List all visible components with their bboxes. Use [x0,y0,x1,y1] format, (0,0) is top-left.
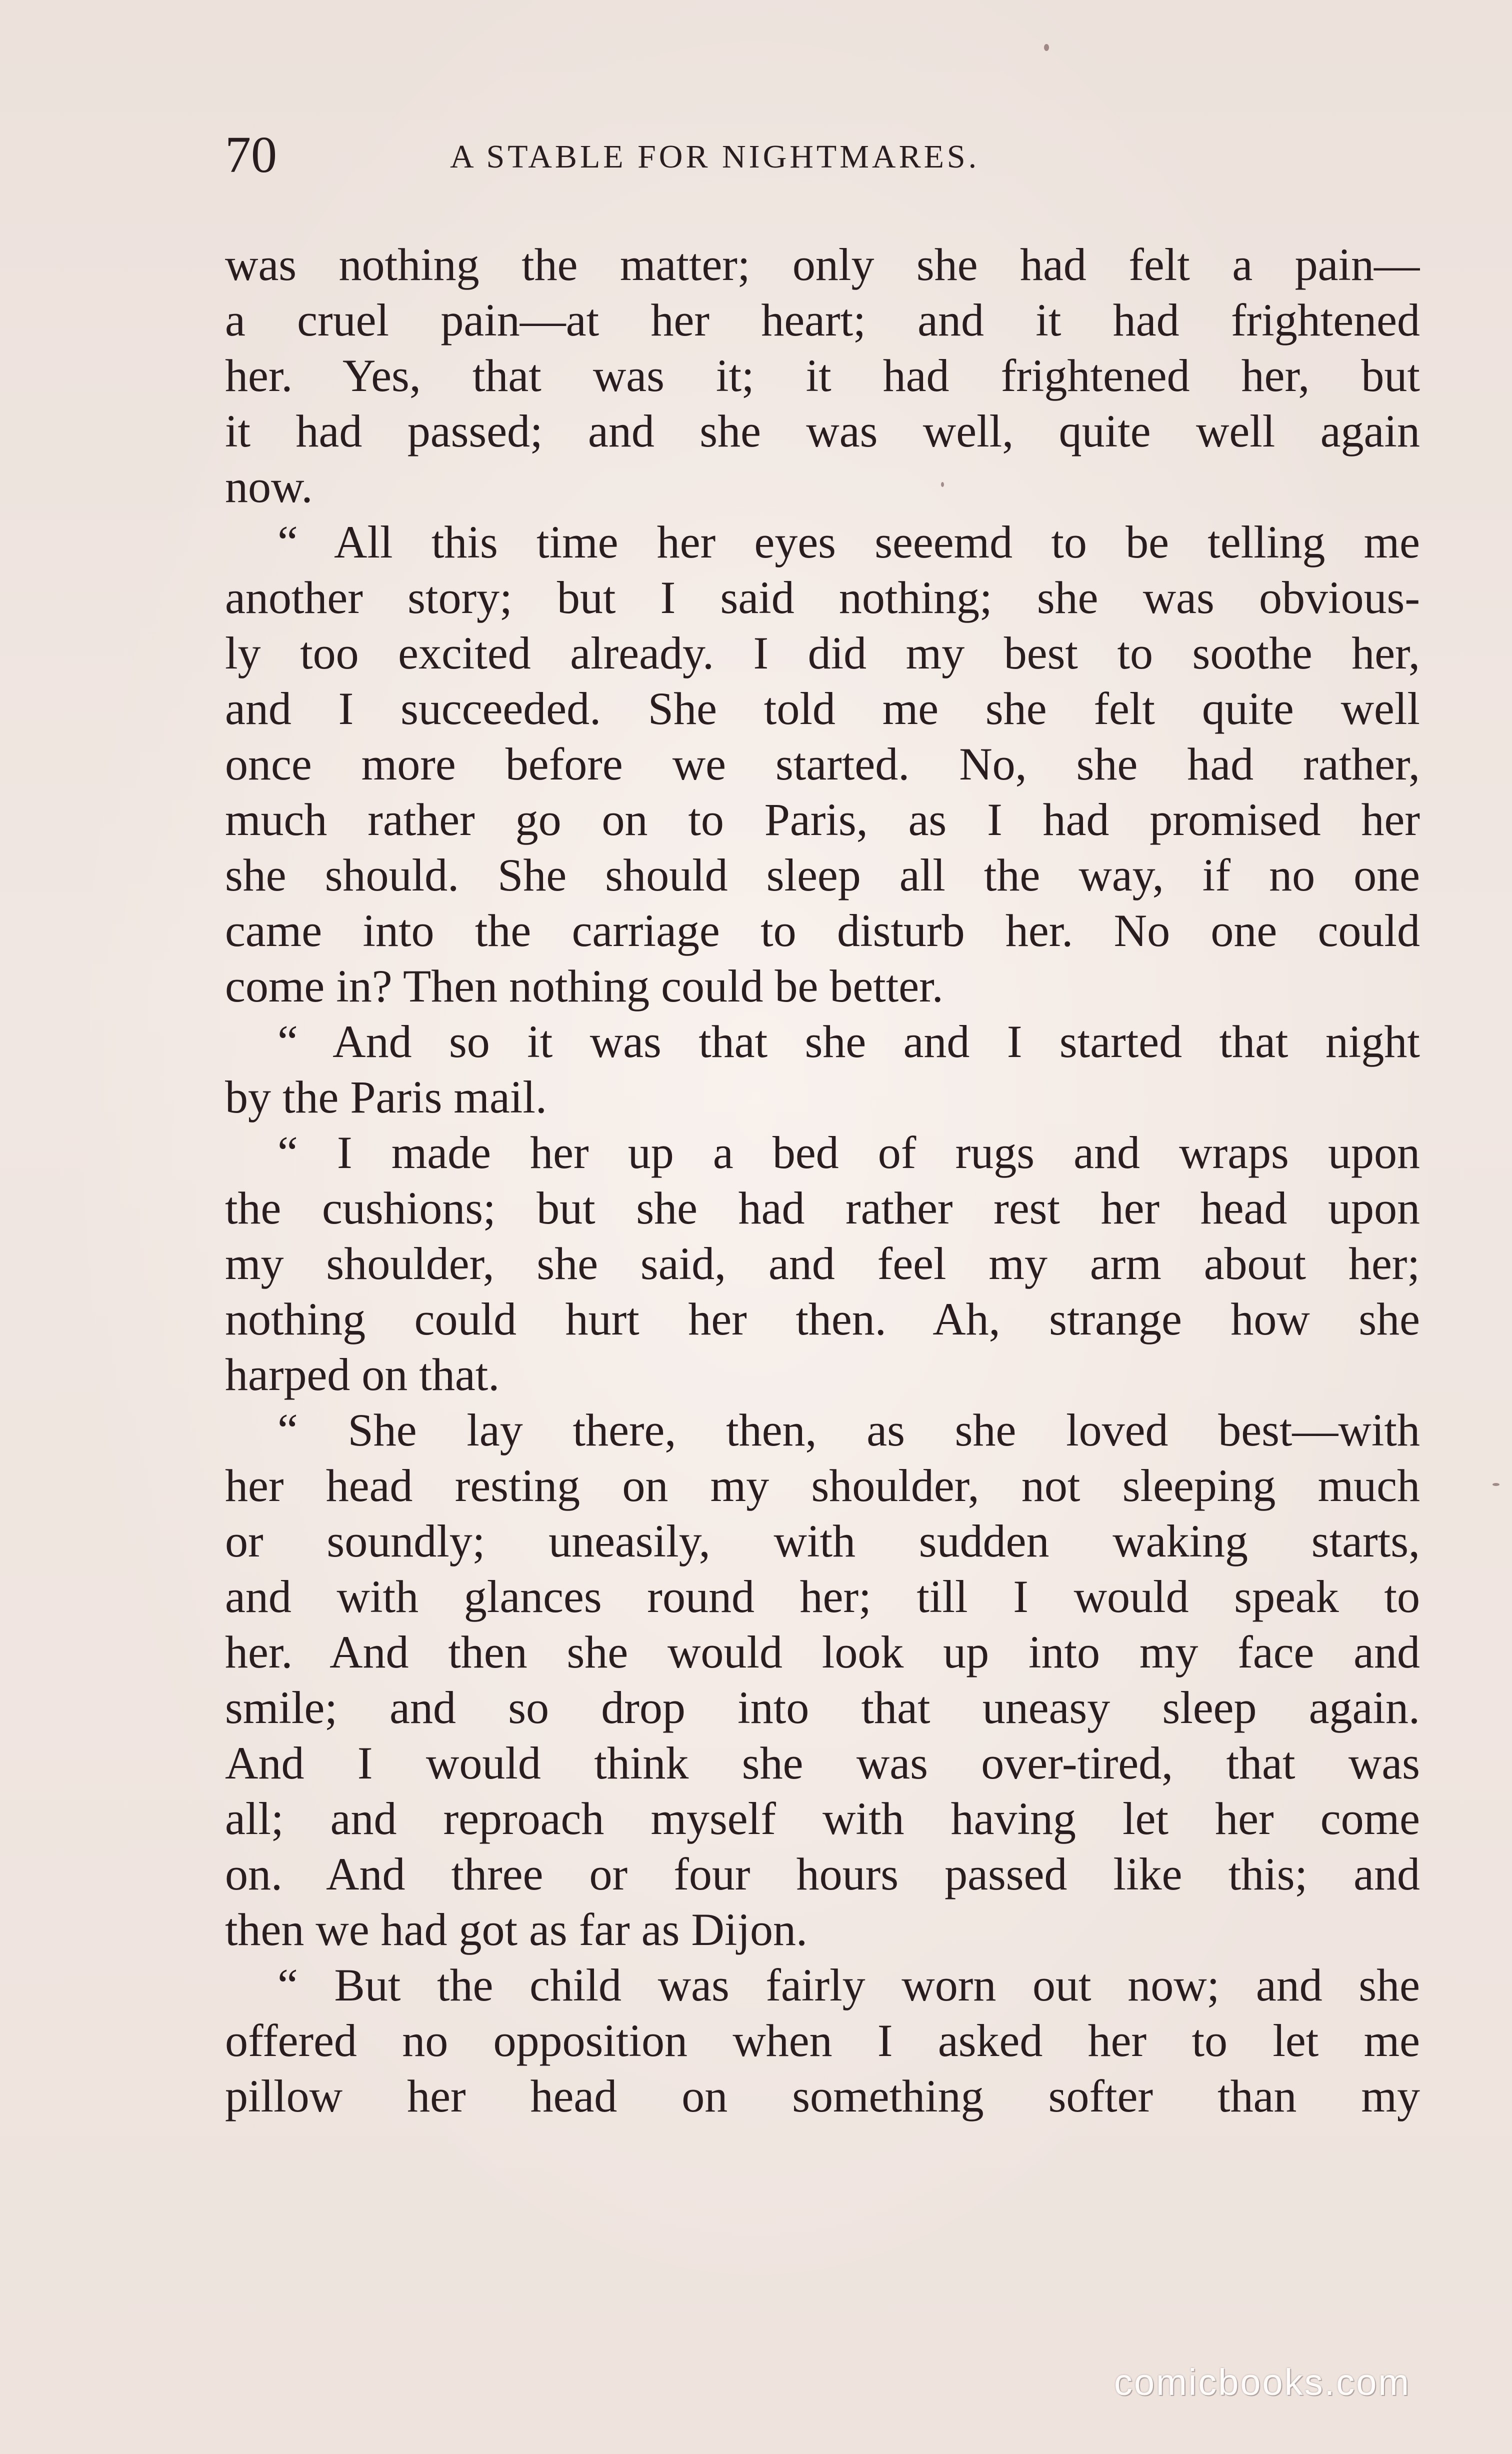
text-line: she should. She should sleep all the way, if no one [225,850,1420,900]
body-text [225,237,1420,2124]
text-line: all; and reproach myself with having let her come [225,1793,1420,1844]
text-line: “ She lay there, then, as she loved best—with [278,1404,1420,1456]
text-line: and I succeeded. She told me she felt quite well [225,683,1420,734]
text-line: was nothing the matter; only she had felt a pain— [225,239,1420,290]
watermark: comicbooks.com [1114,2362,1411,2403]
text-line: ly too excited already. I did my best to soothe her, [225,628,1420,678]
text-line: by the Paris mail. [225,1072,547,1122]
text-line: on. And three or four hours passed like this; and [225,1848,1420,1900]
text-line: pillow her head on something softer than my [225,2070,1420,2122]
text-line: come in? Then nothing could be better. [225,960,944,1012]
text-line: then we had got as far as Dijon. [225,1904,808,1955]
text-line: a cruel pain—at her heart; and it had frightened [225,294,1420,346]
running-title: A STABLE FOR NIGHTMARES. [450,138,980,175]
text-line: or soundly; uneasily, with sudden waking starts, [225,1516,1420,1566]
text-line: much rather go on to Paris, as I had promised her [225,794,1420,845]
text-line: “ All this time her eyes seeemd to be telling me [278,516,1420,568]
text-line: my shoulder, she said, and feel my arm about her; [225,1238,1420,1289]
ink-speck [1044,44,1049,51]
text-line: now. [225,461,313,512]
text-line: once more before we started. No, she had rather, [225,738,1420,790]
text-line: “ But the child was fairly worn out now; and she [278,1960,1420,2010]
text-line: the cushions; but she had rather rest her head upon [225,1182,1420,1234]
text-line: “ I made her up a bed of rugs and wraps upon [278,1127,1420,1178]
text-line: another story; but I said nothing; she was obvious- [225,572,1420,623]
text-line: came into the carriage to disturb her. No one could [225,905,1420,956]
text-line: “ And so it was that she and I started that night [278,1016,1420,1067]
text-line: it had passed; and she was well, quite well again [225,406,1420,456]
text-line: nothing could hurt her then. Ah, strange how she [225,1294,1420,1344]
ink-speck [1492,1483,1500,1486]
text-line: her head resting on my shoulder, not sleeping much [225,1460,1420,1511]
text-line: harped on that. [225,1349,500,1400]
text-line: smile; and so drop into that uneasy sleep again. [225,1682,1420,1733]
ink-speck [941,482,944,487]
text-line: offered no opposition when I asked her to let me [225,2015,1420,2066]
text-line: her. Yes, that was it; it had frightened her, but [225,350,1420,401]
text-line: her. And then she would look up into my face and [225,1626,1420,1678]
text-line: And I would think she was over-tired, that was [225,1738,1420,1788]
page-number: 70 [225,126,277,184]
text-line: and with glances round her; till I would speak to [225,1571,1420,1622]
running-head [225,125,1420,185]
